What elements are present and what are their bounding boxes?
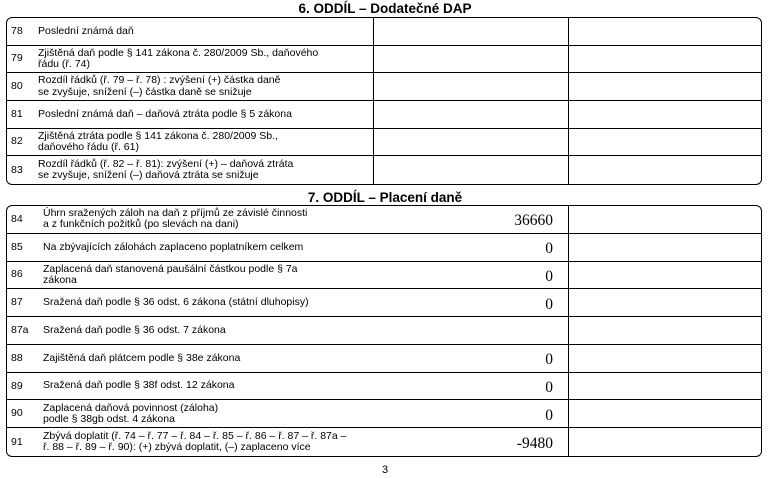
row-label: Zaplacená daňová povinnost (záloha) podle § 38gb odst. 4 zákona xyxy=(43,401,219,425)
row-value-field[interactable]: 0 xyxy=(545,406,553,424)
row-value-field[interactable] xyxy=(191,73,371,100)
row-label: Zbývá doplatit (ř. 74 – ř. 77 – ř. 84 – ř. 85 – ř. 86 – ř. 87 – ř. 87a – ř. 88 – ř. 89 – ř. 90): (+) zbývá doplatit, (–) zaplaceno více xyxy=(43,429,347,454)
row-number: 85 xyxy=(11,240,23,253)
row-number: 86 xyxy=(11,268,23,281)
row-number: 83 xyxy=(11,163,23,176)
section-7-table xyxy=(6,205,762,457)
row-label: Rozdíl řádků (ř. 82 – ř. 81): zvýšení (+) – daňová ztráta se zvyšuje, snížení (–) daňová ztráta se snižuje xyxy=(38,157,294,182)
row-number: 80 xyxy=(11,80,23,93)
table-row xyxy=(7,101,761,129)
row-label: Rozdíl řádků (ř. 79 – ř. 78) : zvýšení (+) částka daně se zvyšuje, snížení (–) částka daně se snižuje xyxy=(38,74,281,98)
table-row xyxy=(7,73,761,101)
row-number: 90 xyxy=(11,407,23,420)
page-number: 3 xyxy=(381,464,389,476)
table-row xyxy=(7,317,761,345)
row-label: Sražená daň podle § 36 odst. 7 zákona xyxy=(43,323,226,336)
table-row xyxy=(7,18,761,46)
row-value-field[interactable] xyxy=(191,129,371,156)
row-number: 79 xyxy=(11,52,23,65)
table-row xyxy=(7,345,761,373)
row-number: 87 xyxy=(11,296,23,309)
row-label: Sražená daň podle § 38f odst. 12 zákona xyxy=(43,379,235,392)
row-label: Sražená daň podle § 36 odst. 6 zákona (státní dluhopisy) xyxy=(43,296,309,309)
table-row xyxy=(7,289,761,317)
section-7-title: 7. ODDÍL – Placení daně xyxy=(307,190,463,205)
row-label: Na zbývajících zálohách zaplaceno poplatníkem celkem xyxy=(43,240,304,253)
table-row xyxy=(7,234,761,262)
row-value-field[interactable] xyxy=(191,156,371,184)
row-value-field[interactable]: 0 xyxy=(545,295,553,313)
table-row xyxy=(7,129,761,157)
row-number: 84 xyxy=(11,212,23,225)
row-label: Poslední známá daň xyxy=(38,24,134,37)
row-label: Zjištěná daň podle § 141 zákona č. 280/2009 Sb., daňového řádu (ř. 74) xyxy=(38,46,319,70)
row-number: 81 xyxy=(11,107,23,120)
row-value-field[interactable]: 0 xyxy=(545,267,553,285)
table-row xyxy=(7,206,761,234)
table-row xyxy=(7,262,761,290)
row-number: 88 xyxy=(11,351,23,364)
row-value-field[interactable] xyxy=(191,18,371,45)
row-value-field[interactable]: -9480 xyxy=(516,435,553,453)
table-row xyxy=(7,156,761,184)
table-row xyxy=(7,46,761,74)
table-row xyxy=(7,373,761,401)
row-label: Zaplacená daň stanovená paušální částkou podle § 7a zákona xyxy=(43,262,298,286)
row-number: 78 xyxy=(11,24,23,37)
section-6-table xyxy=(6,17,762,185)
row-value-field[interactable] xyxy=(191,46,371,73)
row-label: Zjištěná ztráta podle § 141 zákona č. 280/2009 Sb., daňového řádu (ř. 61) xyxy=(38,129,278,153)
row-number: 91 xyxy=(11,435,23,448)
row-label: Poslední známá daň – daňová ztráta podle § 5 zákona xyxy=(38,107,292,120)
row-value-field[interactable]: 36660 xyxy=(514,212,553,230)
row-label: Úhrn sražených záloh na daň z příjmů ze závislé činnosti a z funkčních požitků (po slevách na dani) xyxy=(43,207,308,231)
table-row xyxy=(7,428,761,456)
row-value-field[interactable] xyxy=(373,317,553,344)
row-value-field[interactable]: 0 xyxy=(545,379,553,397)
row-number: 87a xyxy=(11,323,29,336)
row-value-field[interactable] xyxy=(191,101,371,128)
row-value-field[interactable]: 0 xyxy=(545,351,553,369)
row-label: Zajištěná daň plátcem podle § 38e zákona xyxy=(43,351,241,364)
row-number: 82 xyxy=(11,135,23,148)
section-6-title: 6. ODDÍL – Dodatečné DAP xyxy=(298,1,472,16)
table-row xyxy=(7,400,761,428)
row-number: 89 xyxy=(11,379,23,392)
row-value-field[interactable]: 0 xyxy=(545,240,553,258)
